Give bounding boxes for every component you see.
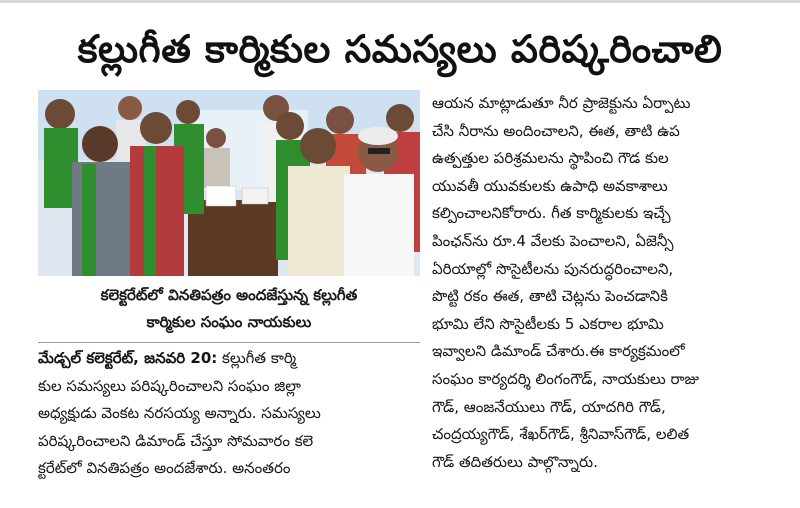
article-line: చంద్రయ్యగౌడ్‌, శేఖర్‌గౌడ్‌, శ్రీనివాస్‌గౌడ్‌, లలిత <box>432 425 690 444</box>
article-line: భూమి లేని సొసైటీలకు 5 ఎకరాల భూమి <box>432 314 664 333</box>
article-line: యువతీ యువకులకు ఉపాధి అవకాశాలు <box>432 176 668 195</box>
article-column-right <box>432 90 784 476</box>
article-line: సంఘం కార్యదర్శి లింగంగౌడ్‌, నాయకులు రాజు <box>432 369 700 388</box>
article-line: ఉత్పత్తుల పరిశ్రమలను స్థాపించి గౌడ కుల <box>432 149 669 168</box>
article-line: ఇవ్వాలని డిమాండ్‌ చేశారు.ఈ కార్యక్రమంలో <box>432 342 685 361</box>
article-line: చేసి నీరాను అందించాలని, ఈత, తాటి ఉప <box>432 121 680 140</box>
article-line <box>38 345 422 373</box>
photo-illustration <box>38 90 420 276</box>
article-line: కుల సమస్యలు పరిష్కరించాలని సంఘం జిల్లా <box>38 376 301 395</box>
article-line: క్టరేట్‌లో వినతిపత్రం అందజేశారు. అనంతరం <box>38 459 291 477</box>
headline: కల్లుగీత కార్మికుల సమస్యలు పరిష్కరించాలి <box>77 27 723 71</box>
article-line: పింఛన్‌ను రూ.4 వేలకు పెంచాలని, ఏజెన్సీ <box>432 231 674 250</box>
article-line: ఆయన మాట్లాడుతూ నీర ప్రాజెక్టును ఏర్పాటు <box>432 94 691 112</box>
news-photo <box>38 90 420 276</box>
caption-line: కలెక్టరేట్‌లో వినతిపత్రం అందజేస్తున్న కల్లుగీత <box>100 286 358 304</box>
article-line: గౌడ్‌, ఆంజనేయులు గౌడ్‌, యాదగిరి గౌడ్‌, <box>432 397 666 416</box>
article-line: పొట్టి రకం ఈత, తాటి చెట్లను పెంచడానికి <box>432 287 668 306</box>
dateline: మేడ్చల్‌ కలెక్టరేట్‌, జనవరి 20: <box>38 349 218 367</box>
photo-caption <box>38 282 420 336</box>
article-text: కల్లుగీత కార్మి <box>222 349 297 367</box>
article-line: ఏరియాల్లో సొసైటీలను పునరుద్ధరించాలని, <box>432 259 674 278</box>
article-column-left <box>38 345 422 483</box>
article-line: పరిష్కరించాలని డిమాండ్‌ చేస్తూ సోమవారం కలె <box>38 431 314 450</box>
top-rule <box>0 0 800 3</box>
article-line: గౌడ్‌ తదితరులు పాల్గొన్నారు. <box>432 452 598 471</box>
caption-line: కార్మికుల సంఘం నాయకులు <box>146 313 312 331</box>
article-line: కల్పించాలనికోరారు. గీత కార్మికులకు ఇచ్చే <box>432 204 671 223</box>
article-line: అధ్యక్షుడు వెంకట నరసయ్య అన్నారు. సమస్యలు <box>38 404 321 422</box>
caption-divider <box>38 342 420 343</box>
